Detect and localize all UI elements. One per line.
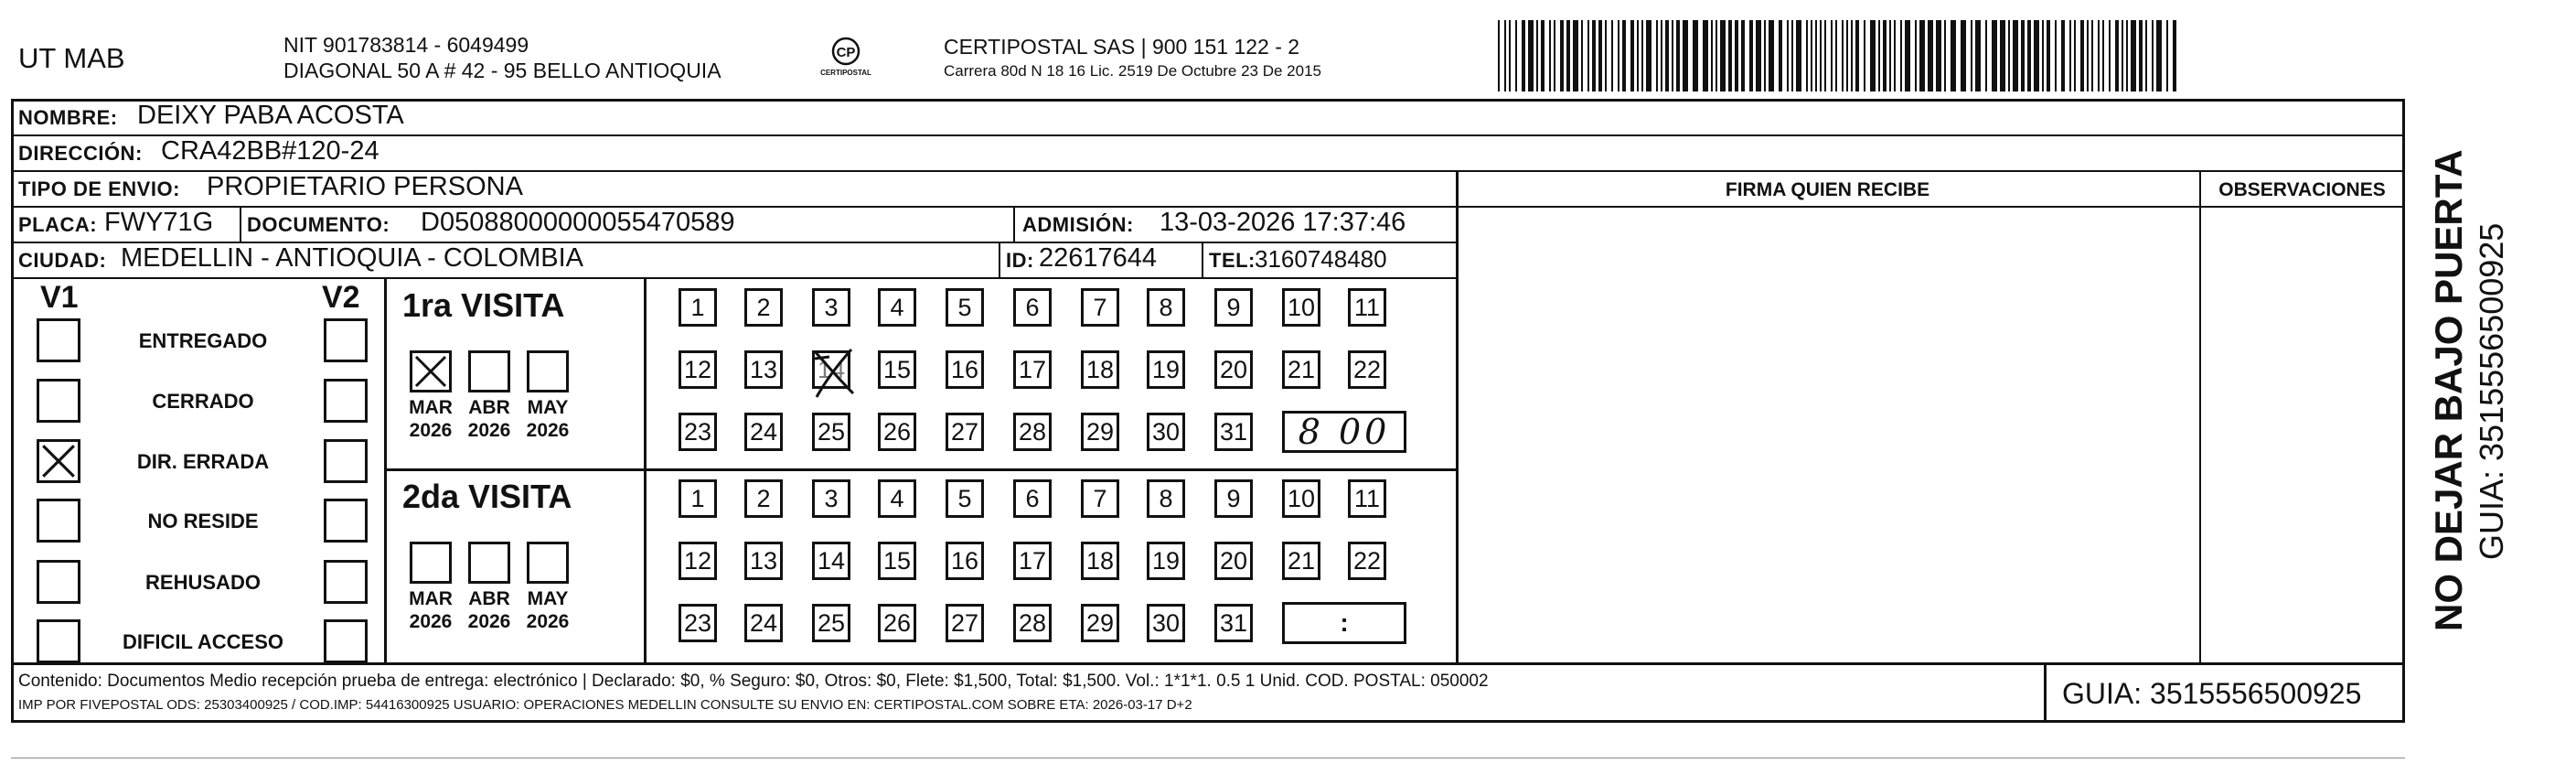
day-box[interactable] — [1282, 350, 1320, 389]
v1-label: V1 — [40, 280, 79, 315]
day-number: 30 — [1151, 417, 1181, 446]
day-number: 1 — [690, 484, 705, 512]
day-box[interactable] — [1013, 604, 1052, 642]
v2-checkbox[interactable] — [324, 499, 368, 543]
side-guia — [2473, 176, 2511, 560]
day-box[interactable] — [1214, 288, 1253, 327]
day-number: 17 — [1018, 546, 1047, 575]
v2-checkbox[interactable] — [324, 619, 368, 663]
day-number: 18 — [1085, 546, 1115, 575]
certipostal-logo — [814, 35, 878, 79]
day-number: 7 — [1093, 484, 1107, 512]
day-number: 13 — [749, 355, 778, 383]
day-number: 30 — [1151, 608, 1181, 637]
day-box[interactable] — [812, 542, 850, 580]
v2-label: V2 — [322, 280, 360, 315]
day-box[interactable] — [679, 542, 717, 580]
day-box[interactable] — [1147, 479, 1185, 518]
direccion-value: CRA42BB#120-24 — [161, 136, 379, 166]
month-checkbox[interactable] — [527, 350, 569, 392]
day-number: 12 — [683, 355, 712, 383]
v1-checkbox[interactable] — [37, 619, 80, 663]
day-box[interactable] — [1013, 542, 1052, 580]
nit-text: NIT 901783814 - 6049499 — [283, 33, 529, 57]
svg-text:CP: CP — [836, 45, 856, 60]
footer-print-line: IMP POR FIVEPOSTAL ODS: 25303400925 / COD.IMP: 54416300925 USUARIO: OPERACIONES MEDELLIN CONSULTE SU ENVIO EN: CERTIPOSTAL.COM SOBRE ETA: 2026-03-17 D+2 — [18, 697, 1192, 713]
day-number: 11 — [1353, 293, 1381, 321]
day-box[interactable] — [946, 413, 984, 451]
day-number: 21 — [1287, 355, 1316, 383]
day-box[interactable] — [1013, 413, 1052, 451]
status-option-label: REHUSADO — [145, 571, 261, 594]
day-number: 26 — [882, 608, 912, 637]
month-checkbox[interactable] — [410, 542, 452, 584]
company-name: UT MAB — [18, 42, 125, 74]
day-box[interactable] — [878, 479, 916, 518]
admision-value: 13-03-2026 17:37:46 — [1160, 208, 1406, 237]
v2-checkbox[interactable] — [324, 318, 368, 362]
v2-checkbox[interactable] — [324, 439, 368, 483]
day-number: 14 — [817, 355, 846, 383]
observaciones-header: OBSERVACIONES — [2218, 179, 2386, 200]
day-box[interactable] — [1081, 413, 1119, 451]
time-value: : — [1340, 608, 1349, 637]
day-box[interactable] — [679, 479, 717, 518]
day-box[interactable] — [744, 479, 783, 518]
day-box[interactable] — [1147, 604, 1185, 642]
day-box[interactable] — [878, 288, 916, 327]
day-box[interactable] — [812, 604, 850, 642]
day-number: 22 — [1352, 546, 1382, 575]
day-number: 29 — [1085, 608, 1115, 637]
month-checkbox[interactable] — [527, 542, 569, 584]
sender-address: DIAGONAL 50 A # 42 - 95 BELLO ANTIOQUIA — [283, 59, 721, 82]
day-number: 19 — [1151, 355, 1181, 383]
time-box[interactable] — [1282, 602, 1406, 644]
day-box[interactable] — [744, 604, 783, 642]
month-checkbox[interactable] — [468, 542, 510, 584]
day-number: 15 — [882, 355, 912, 383]
day-box[interactable] — [1013, 288, 1052, 327]
documento-value: D05088000000055470589 — [421, 208, 735, 237]
day-box[interactable] — [744, 413, 783, 451]
day-box[interactable] — [1081, 542, 1119, 580]
documento-label: DOCUMENTO: — [247, 213, 390, 236]
day-box[interactable] — [1147, 288, 1185, 327]
footer-content-line: Contenido: Documentos Medio recepción prueba de entrega: electrónico | Declarado: $0, % Seguro: $0, Otros: $0, Flete: $1,500, Total: $1,500. Vol.: 1*1*1. 0.5 1 Unid. COD. POSTAL: 050002 — [18, 672, 1489, 691]
side-guia-text: GUIA: 3515556500925 — [2473, 222, 2510, 560]
status-option-label: CERRADO — [152, 390, 254, 413]
status-option-label: NO RESIDE — [147, 510, 259, 532]
day-box[interactable] — [1214, 350, 1253, 389]
day-number: 5 — [957, 484, 972, 512]
day-box[interactable] — [946, 542, 984, 580]
barcode — [1498, 20, 2176, 91]
day-number: 16 — [950, 355, 979, 383]
day-number: 25 — [817, 608, 846, 637]
v2-checkbox[interactable] — [324, 379, 368, 423]
day-box[interactable] — [744, 350, 783, 389]
id-value: 22617644 — [1039, 243, 1158, 273]
day-box[interactable] — [1081, 479, 1119, 518]
visit-title: 1ra VISITA — [402, 286, 565, 324]
day-box[interactable] — [812, 479, 850, 518]
day-box[interactable] — [1348, 542, 1386, 580]
direccion-label: DIRECCIÓN: — [18, 142, 143, 165]
nombre-value: DEIXY PABA ACOSTA — [137, 101, 404, 130]
svg-text:CERTIPOSTAL: CERTIPOSTAL — [820, 69, 871, 77]
time-box[interactable] — [1282, 411, 1406, 453]
day-number: 3 — [824, 484, 839, 512]
day-number: 24 — [749, 417, 778, 446]
day-box[interactable] — [812, 350, 850, 389]
day-box[interactable] — [1214, 479, 1253, 518]
day-number: 18 — [1085, 355, 1115, 383]
day-number: 24 — [749, 608, 778, 637]
day-number: 22 — [1352, 355, 1382, 383]
day-number: 10 — [1287, 293, 1316, 321]
day-box[interactable] — [744, 542, 783, 580]
day-number: 2 — [756, 293, 771, 321]
day-box[interactable] — [679, 604, 717, 642]
day-number: 26 — [882, 417, 912, 446]
day-box[interactable] — [1214, 413, 1253, 451]
firma-header: FIRMA QUIEN RECIBE — [1725, 179, 1930, 200]
day-number: 2 — [756, 484, 771, 512]
day-number: 20 — [1219, 355, 1248, 383]
day-box[interactable] — [946, 288, 984, 327]
month-label: MAR 2026 — [409, 588, 453, 632]
day-box[interactable] — [744, 288, 783, 327]
day-number: 8 — [1159, 293, 1173, 321]
day-number: 28 — [1018, 417, 1047, 446]
day-box[interactable] — [1081, 604, 1119, 642]
status-option-label: DIR. ERRADA — [136, 450, 270, 473]
day-box[interactable] — [1348, 479, 1386, 518]
day-number: 3 — [824, 293, 839, 321]
day-number: 27 — [950, 417, 979, 446]
day-box[interactable] — [679, 413, 717, 451]
day-box[interactable] — [679, 350, 717, 389]
v1-checkbox[interactable] — [37, 318, 80, 362]
day-number: 6 — [1025, 484, 1040, 512]
day-box[interactable] — [1282, 542, 1320, 580]
day-number: 21 — [1287, 546, 1316, 575]
day-number: 6 — [1025, 293, 1040, 321]
status-option-label: ENTREGADO — [138, 329, 268, 352]
day-box[interactable] — [679, 288, 717, 327]
v2-checkbox[interactable] — [324, 560, 368, 604]
day-box[interactable] — [1282, 479, 1320, 518]
placa-label: PLACA: — [18, 213, 98, 236]
day-box[interactable] — [812, 288, 850, 327]
day-box[interactable] — [1081, 350, 1119, 389]
month-checkbox[interactable] — [410, 350, 452, 392]
handwritten-cross — [809, 346, 859, 399]
day-number: 14 — [817, 546, 846, 575]
day-box[interactable] — [878, 604, 916, 642]
month-label: ABR 2026 — [467, 588, 511, 632]
v1-checkbox[interactable] — [37, 499, 80, 543]
day-box[interactable] — [1214, 604, 1253, 642]
day-box[interactable] — [1147, 542, 1185, 580]
day-number: 5 — [957, 293, 972, 321]
day-box[interactable] — [1013, 350, 1052, 389]
day-number: 4 — [890, 293, 904, 321]
day-number: 28 — [1018, 608, 1047, 637]
day-box[interactable] — [1348, 350, 1386, 389]
admision-label: ADMISIÓN: — [1022, 213, 1134, 236]
month-checkbox[interactable] — [468, 350, 510, 392]
day-box[interactable] — [946, 479, 984, 518]
time-value: 8 00 — [1298, 412, 1391, 452]
v1-checkbox[interactable] — [37, 560, 80, 604]
day-box[interactable] — [878, 350, 916, 389]
day-box[interactable] — [1282, 288, 1320, 327]
month-label: MAR 2026 — [409, 397, 453, 441]
side-warning — [2427, 119, 2471, 631]
ciudad-label: CIUDAD: — [18, 249, 107, 272]
day-number: 16 — [950, 546, 979, 575]
day-number: 20 — [1219, 546, 1248, 575]
courier-license: Carrera 80d N 18 16 Lic. 2519 De Octubre 23 De 2015 — [944, 62, 1321, 80]
day-number: 29 — [1085, 417, 1115, 446]
day-box[interactable] — [946, 350, 984, 389]
footer-guia: GUIA: 3515556500925 — [2062, 677, 2362, 710]
day-number: 31 — [1219, 608, 1248, 637]
day-box[interactable] — [1013, 479, 1052, 518]
day-number: 15 — [882, 546, 912, 575]
visit-title: 2da VISITA — [402, 478, 572, 515]
tipo-envio-label: TIPO DE ENVIO: — [18, 177, 180, 200]
placa-value: FWY71G — [104, 208, 214, 237]
day-number: 23 — [683, 417, 712, 446]
month-label: MAY 2026 — [526, 588, 570, 632]
tel-label: TEL: — [1209, 249, 1256, 272]
month-label: ABR 2026 — [467, 397, 511, 441]
day-number: 9 — [1226, 293, 1241, 321]
day-number: 8 — [1159, 484, 1173, 512]
day-number: 25 — [817, 417, 846, 446]
day-box[interactable] — [946, 604, 984, 642]
status-option-label: DIFICIL ACCESO — [122, 630, 283, 653]
day-number: 12 — [683, 546, 712, 575]
tel-value: 3160748480 — [1255, 245, 1387, 273]
day-box[interactable] — [1147, 413, 1185, 451]
day-number: 19 — [1151, 546, 1181, 575]
day-box[interactable] — [878, 413, 916, 451]
day-number: 11 — [1353, 484, 1381, 512]
courier-name: CERTIPOSTAL SAS | 900 151 122 - 2 — [944, 35, 1300, 59]
day-number: 10 — [1287, 484, 1316, 512]
day-number: 9 — [1226, 484, 1241, 512]
day-number: 4 — [890, 484, 904, 512]
day-number: 13 — [749, 546, 778, 575]
day-box[interactable] — [1348, 288, 1386, 327]
nombre-label: NOMBRE: — [18, 106, 118, 129]
v1-checkbox[interactable] — [37, 439, 80, 483]
day-number: 17 — [1018, 355, 1047, 383]
v1-checkbox[interactable] — [37, 379, 80, 423]
no-dejar-bajo-puerta-text: NO DEJAR BAJO PUERTA — [2427, 149, 2470, 631]
day-number: 7 — [1093, 293, 1107, 321]
day-box[interactable] — [1081, 288, 1119, 327]
day-box[interactable] — [812, 413, 850, 451]
day-number: 23 — [683, 608, 712, 637]
day-box[interactable] — [1147, 350, 1185, 389]
id-label: ID: — [1006, 249, 1034, 272]
day-number: 1 — [690, 293, 705, 321]
day-box[interactable] — [1214, 542, 1253, 580]
day-number: 31 — [1219, 417, 1248, 446]
month-label: MAY 2026 — [526, 397, 570, 441]
tipo-envio-value: PROPIETARIO PERSONA — [207, 172, 523, 201]
day-number: 27 — [950, 608, 979, 637]
day-box[interactable] — [878, 542, 916, 580]
ciudad-value: MEDELLIN - ANTIOQUIA - COLOMBIA — [121, 243, 583, 273]
